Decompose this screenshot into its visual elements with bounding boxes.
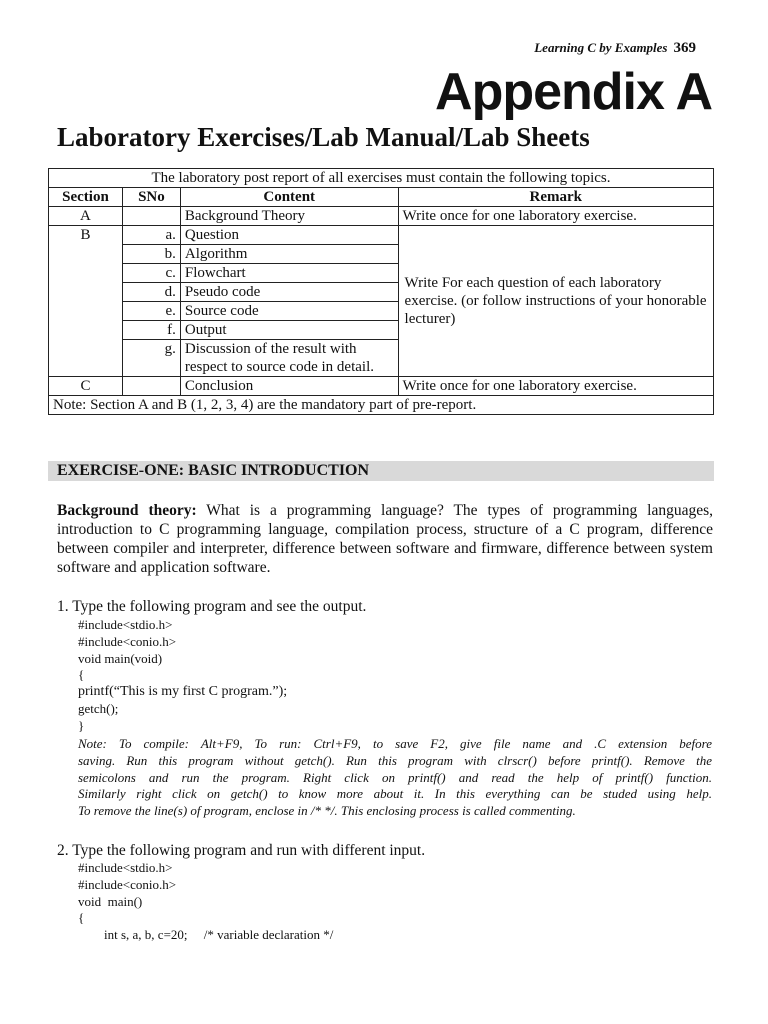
appendix-title: Appendix A (435, 63, 712, 121)
sno-cell: a. (122, 226, 180, 245)
remark-cell: Write For each question of each laboratory exercise. (or follow instructions of your honorable lecturer) (398, 226, 713, 377)
chapter-title: Laboratory Exercises/Lab Manual/Lab Sheets (57, 122, 590, 152)
header-content: Content (180, 188, 398, 207)
note-line: Similarly right click on getch() to know more about it. In this everything can be studed using help. (78, 786, 712, 802)
content-cell: Discussion of the result with respect to source code in detail. (180, 340, 398, 377)
code-line: getch(); (78, 700, 119, 716)
content-cell: Algorithm (180, 245, 398, 264)
sno-cell (122, 207, 180, 226)
code-line: int s, a, b, c=20; /* variable declaration */ (78, 927, 334, 943)
note-line: Note: To compile: Alt+F9, To run: Ctrl+F9, to save F2, give file name and .C extension before (78, 736, 712, 751)
sno-cell: e. (122, 302, 180, 321)
section-cell: A (49, 207, 123, 226)
code-line: #include<stdio.h> (78, 617, 173, 632)
content-cell: Flowchart (180, 264, 398, 283)
background-label: Background theory: (57, 502, 197, 519)
code-line: { (78, 667, 85, 683)
table-row (49, 207, 714, 226)
note-line: To remove the line(s) of program, enclose in /* */. This enclosing process is called commenting. (78, 803, 576, 819)
table-row (49, 226, 714, 245)
code-block-2 (78, 860, 333, 944)
content-cell: Question (180, 226, 398, 245)
exercise-heading: EXERCISE-ONE: BASIC INTRODUCTION (48, 461, 714, 481)
sno-cell: d. (122, 283, 180, 302)
header-sno: SNo (122, 188, 180, 207)
background-theory (57, 501, 713, 577)
sno-cell (122, 377, 180, 396)
sno-cell: b. (122, 245, 180, 264)
page-number: 369 (673, 40, 696, 56)
content-cell: Pseudo code (180, 283, 398, 302)
sno-cell: f. (122, 321, 180, 340)
code-line: #include<conio.h> (78, 876, 177, 892)
header-section: Section (49, 188, 123, 207)
table-header-row (49, 188, 714, 207)
note-line: saving. Run this program without getch(). Run this program with clrscr() before printf(). Remove the (78, 752, 712, 768)
code-line: printf(“This is my first C program.”); (78, 684, 288, 700)
content-cell: Output (180, 321, 398, 340)
sno-cell: g. (122, 340, 180, 377)
section-cell: C (49, 377, 123, 396)
question-2: 2. Type the following program and run with different input. (57, 842, 426, 859)
note-line: semicolons and run the program. Right click on printf() and read the help of printf() function. (78, 769, 712, 785)
table-note: Note: Section A and B (1, 2, 3, 4) are the mandatory part of pre-report. (49, 396, 714, 415)
code-line: } (78, 717, 85, 733)
code-block-1 (78, 617, 287, 735)
code-line: { (78, 910, 85, 926)
code-line: void main() (78, 893, 143, 909)
compile-note (78, 736, 712, 820)
content-cell: Background Theory (180, 207, 398, 226)
remark-cell: Write once for one laboratory exercise. (398, 377, 713, 396)
question-1: 1. Type the following program and see the output. (57, 598, 367, 615)
background-text: What is a programming language? The types of programming languages, introduction to C programming language, compilation process, structure of a C program, difference between compiler and interpreter, difference between software and firmware, difference between system software and application software. (57, 502, 713, 576)
header-remark: Remark (398, 188, 713, 207)
book-title: Learning C by Examples (534, 40, 668, 55)
running-header (534, 40, 696, 57)
table-row (49, 377, 714, 396)
content-cell: Conclusion (180, 377, 398, 396)
code-line: #include<conio.h> (78, 633, 177, 649)
section-cell: B (49, 226, 123, 377)
code-line: void main(void) (78, 650, 163, 666)
sno-cell: c. (122, 264, 180, 283)
table-caption: The laboratory post report of all exercises must contain the following topics. (49, 169, 714, 188)
code-line: #include<stdio.h> (78, 860, 173, 875)
post-report-table (48, 168, 714, 415)
remark-cell: Write once for one laboratory exercise. (398, 207, 713, 226)
content-cell: Source code (180, 302, 398, 321)
